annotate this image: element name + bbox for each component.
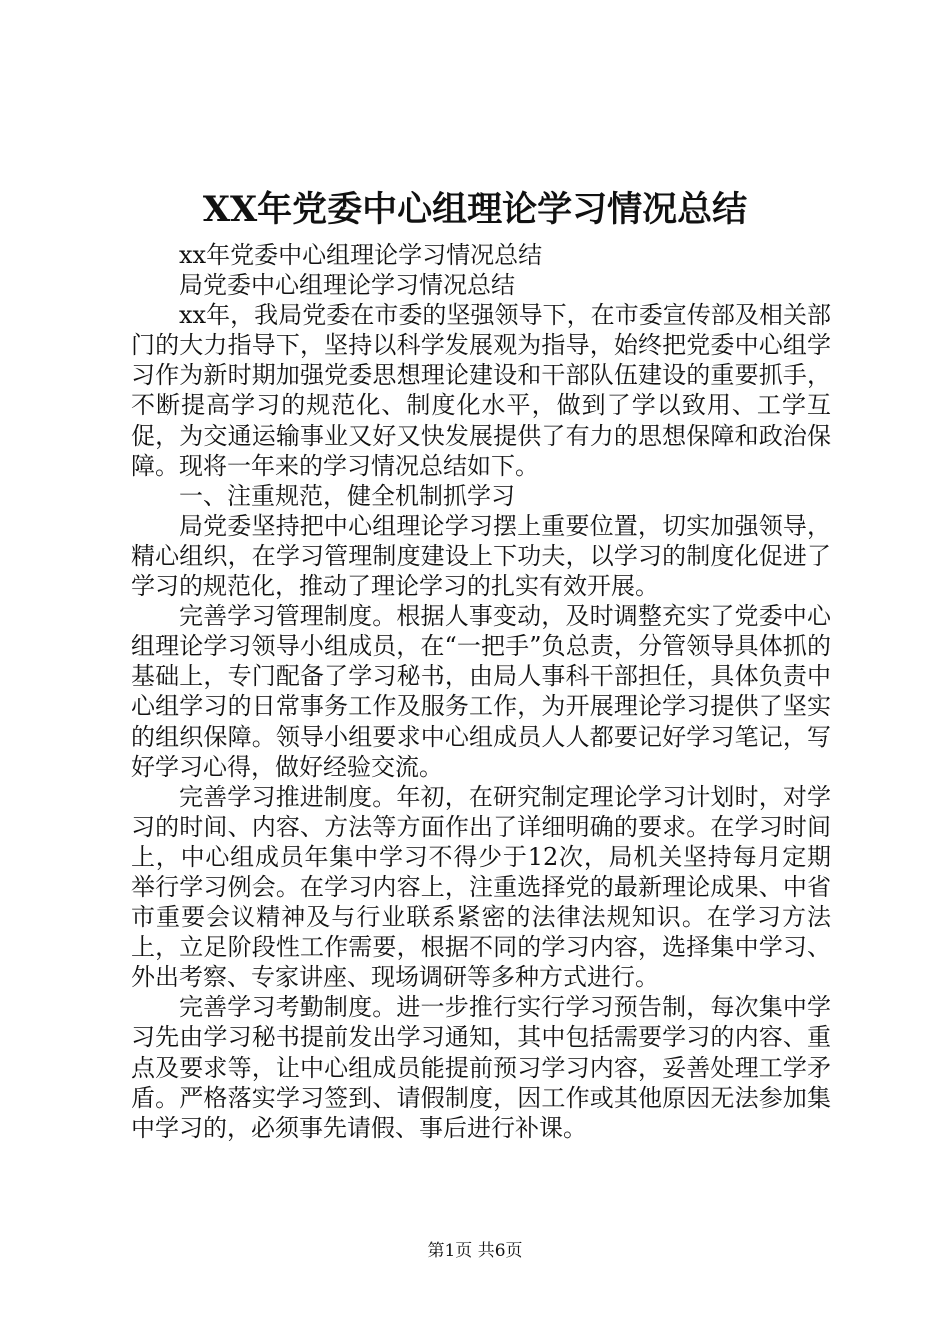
paragraph-promotion-system: 完善学习推进制度。年初，在研究制定理论学习计划时，对学习的时间、内容、方法等方面作出了详细明确的要求。在学习时间上，中心组成员年集中学习不得少于12次，局机关坚持每月定期举行学习例会。在学习内容上，注重选择党的最新理论成果、中省市重要会议精神及与行业联系紧密的法律法规知识。在学习方法上，立足阶段性工作需要，根据不同的学习内容，选择集中学习、外出考察、专家讲座、现场调研等多种方式进行。 <box>131 782 831 992</box>
paragraph-section-intro: 局党委坚持把中心组理论学习摆上重要位置，切实加强领导，精心组织，在学习管理制度建设上下功夫，以学习的制度化促进了学习的规范化，推动了理论学习的扎实有效开展。 <box>131 511 831 601</box>
section-heading: 一、注重规范，健全机制抓学习 <box>179 481 515 510</box>
paragraph-heading: 局党委中心组理论学习情况总结 <box>179 271 515 300</box>
paragraph-subtitle: xx年党委中心组理论学习情况总结 <box>179 241 543 269</box>
paragraph-attendance-system: 完善学习考勤制度。进一步推行实行学习预告制，每次集中学习先由学习秘书提前发出学习通知，其中包括需要学习的内容、重点及要求等，让中心组成员能提前预习学习内容，妥善处理工学矛盾。严格落实学习签到、请假制度，因工作或其他原因无法参加集中学习的，必须事先请假、事后进行补课。 <box>131 993 831 1142</box>
document-body <box>131 240 831 1143</box>
page-number-footer: 第1页 共6页 <box>427 1241 523 1261</box>
paragraph-management-system: 完善学习管理制度。根据人事变动，及时调整充实了党委中心组理论学习领导小组成员，在“一把手”负总责，分管领导具体抓的基础上，专门配备了学习秘书，由局人事科干部担任，具体负责中心组学习的日常事务工作及服务工作，为开展理论学习提供了坚实的组织保障。领导小组要求中心组成员人人都要记好学习笔记，写好学习心得，做好经验交流。 <box>131 602 831 781</box>
document-title: XX年党委中心组理论学习情况总结 <box>202 189 748 230</box>
paragraph-intro: xx年，我局党委在市委的坚强领导下，在市委宣传部及相关部门的大力指导下，坚持以科学发展观为指导，始终把党委中心组学习作为新时期加强党委思想理论建设和干部队伍建设的重要抓手，不断提高学习的规范化、制度化水平，做到了学以致用、工学互促，为交通运输事业又好又快发展提供了有力的思想保障和政治保障。现将一年来的学习情况总结如下。 <box>131 301 831 480</box>
